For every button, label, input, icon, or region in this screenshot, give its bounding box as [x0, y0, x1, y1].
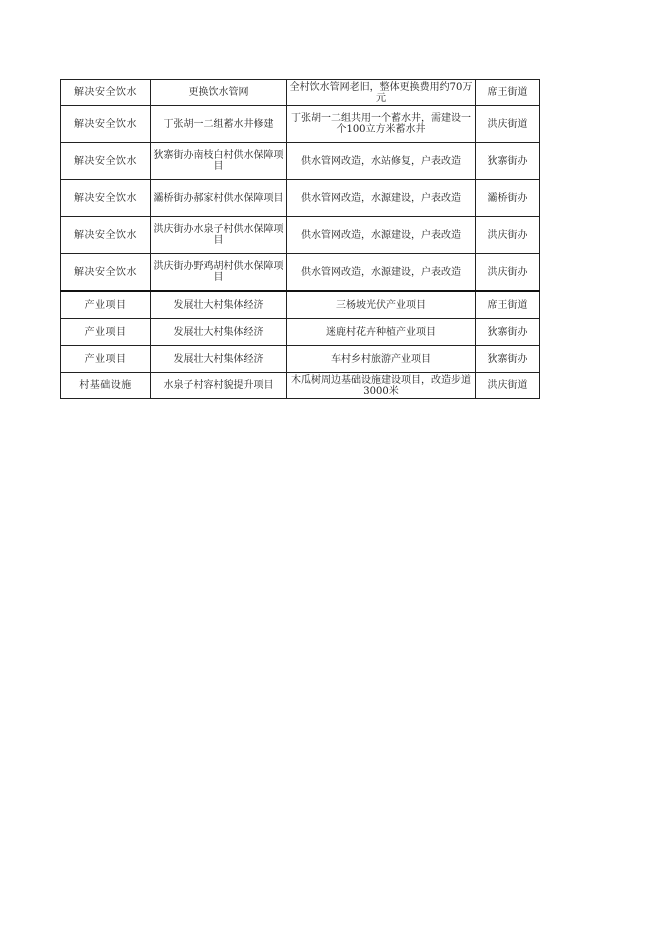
- unit-cell: 洪庆街办: [476, 254, 540, 292]
- project-cell: 丁张胡一二组蓄水井修建: [151, 106, 287, 143]
- table-row: [61, 106, 540, 143]
- content-cell: 供水管网改造，水源建设，户表改造: [287, 180, 476, 217]
- table-row: [61, 180, 540, 217]
- content-cell: 三杨坡光伏产业项目: [287, 291, 476, 319]
- category-cell: 解决安全饮水: [61, 254, 151, 292]
- unit-cell: 狄寨街办: [476, 346, 540, 373]
- project-table: [60, 79, 540, 399]
- content-cell: 车村乡村旅游产业项目: [287, 346, 476, 373]
- category-cell: 解决安全饮水: [61, 80, 151, 106]
- unit-cell: 席王街道: [476, 291, 540, 319]
- content-cell: 供水管网改造，水源建设，户表改造: [287, 217, 476, 254]
- category-cell: 解决安全饮水: [61, 106, 151, 143]
- unit-cell: 狄寨街办: [476, 143, 540, 180]
- content-cell: 丁张胡一二组共用一个蓄水井，需建设一个100立方米蓄水井: [287, 106, 476, 143]
- unit-cell: 洪庆街办: [476, 217, 540, 254]
- table-row: [61, 319, 540, 346]
- category-cell: 产业项目: [61, 291, 151, 319]
- project-cell: 发展壮大村集体经济: [151, 319, 287, 346]
- project-cell: 洪庆街办野鸡胡村供水保障项目: [151, 254, 287, 292]
- project-cell: 水泉子村容村貌提升项目: [151, 373, 287, 399]
- project-cell: 更换饮水管网: [151, 80, 287, 106]
- table-row: [61, 291, 540, 319]
- category-cell: 村基础设施: [61, 373, 151, 399]
- content-cell: 供水管网改造，水站修复，户表改造: [287, 143, 476, 180]
- content-cell: 全村饮水管网老旧，整体更换费用约70万元: [287, 80, 476, 106]
- project-cell: 发展壮大村集体经济: [151, 291, 287, 319]
- unit-cell: 狄寨街办: [476, 319, 540, 346]
- project-cell: 灞桥街办郝家村供水保障项目: [151, 180, 287, 217]
- category-cell: 产业项目: [61, 346, 151, 373]
- category-cell: 解决安全饮水: [61, 217, 151, 254]
- table-row: [61, 143, 540, 180]
- table-row: [61, 80, 540, 106]
- category-cell: 解决安全饮水: [61, 143, 151, 180]
- table-row: [61, 346, 540, 373]
- content-cell: 木瓜树周边基础设施建设项目，改造步道3000米: [287, 373, 476, 399]
- unit-cell: 洪庆街道: [476, 373, 540, 399]
- unit-cell: 洪庆街道: [476, 106, 540, 143]
- unit-cell: 席王街道: [476, 80, 540, 106]
- unit-cell: 灞桥街办: [476, 180, 540, 217]
- content-cell: 供水管网改造，水源建设，户表改造: [287, 254, 476, 292]
- table-row: [61, 254, 540, 292]
- table-row: [61, 373, 540, 399]
- table-row: [61, 217, 540, 254]
- content-cell: 迷鹿村花卉种植产业项目: [287, 319, 476, 346]
- project-cell: 洪庆街办水泉子村供水保障项目: [151, 217, 287, 254]
- category-cell: 产业项目: [61, 319, 151, 346]
- project-cell: 狄寨街办南枝白村供水保障项目: [151, 143, 287, 180]
- project-cell: 发展壮大村集体经济: [151, 346, 287, 373]
- category-cell: 解决安全饮水: [61, 180, 151, 217]
